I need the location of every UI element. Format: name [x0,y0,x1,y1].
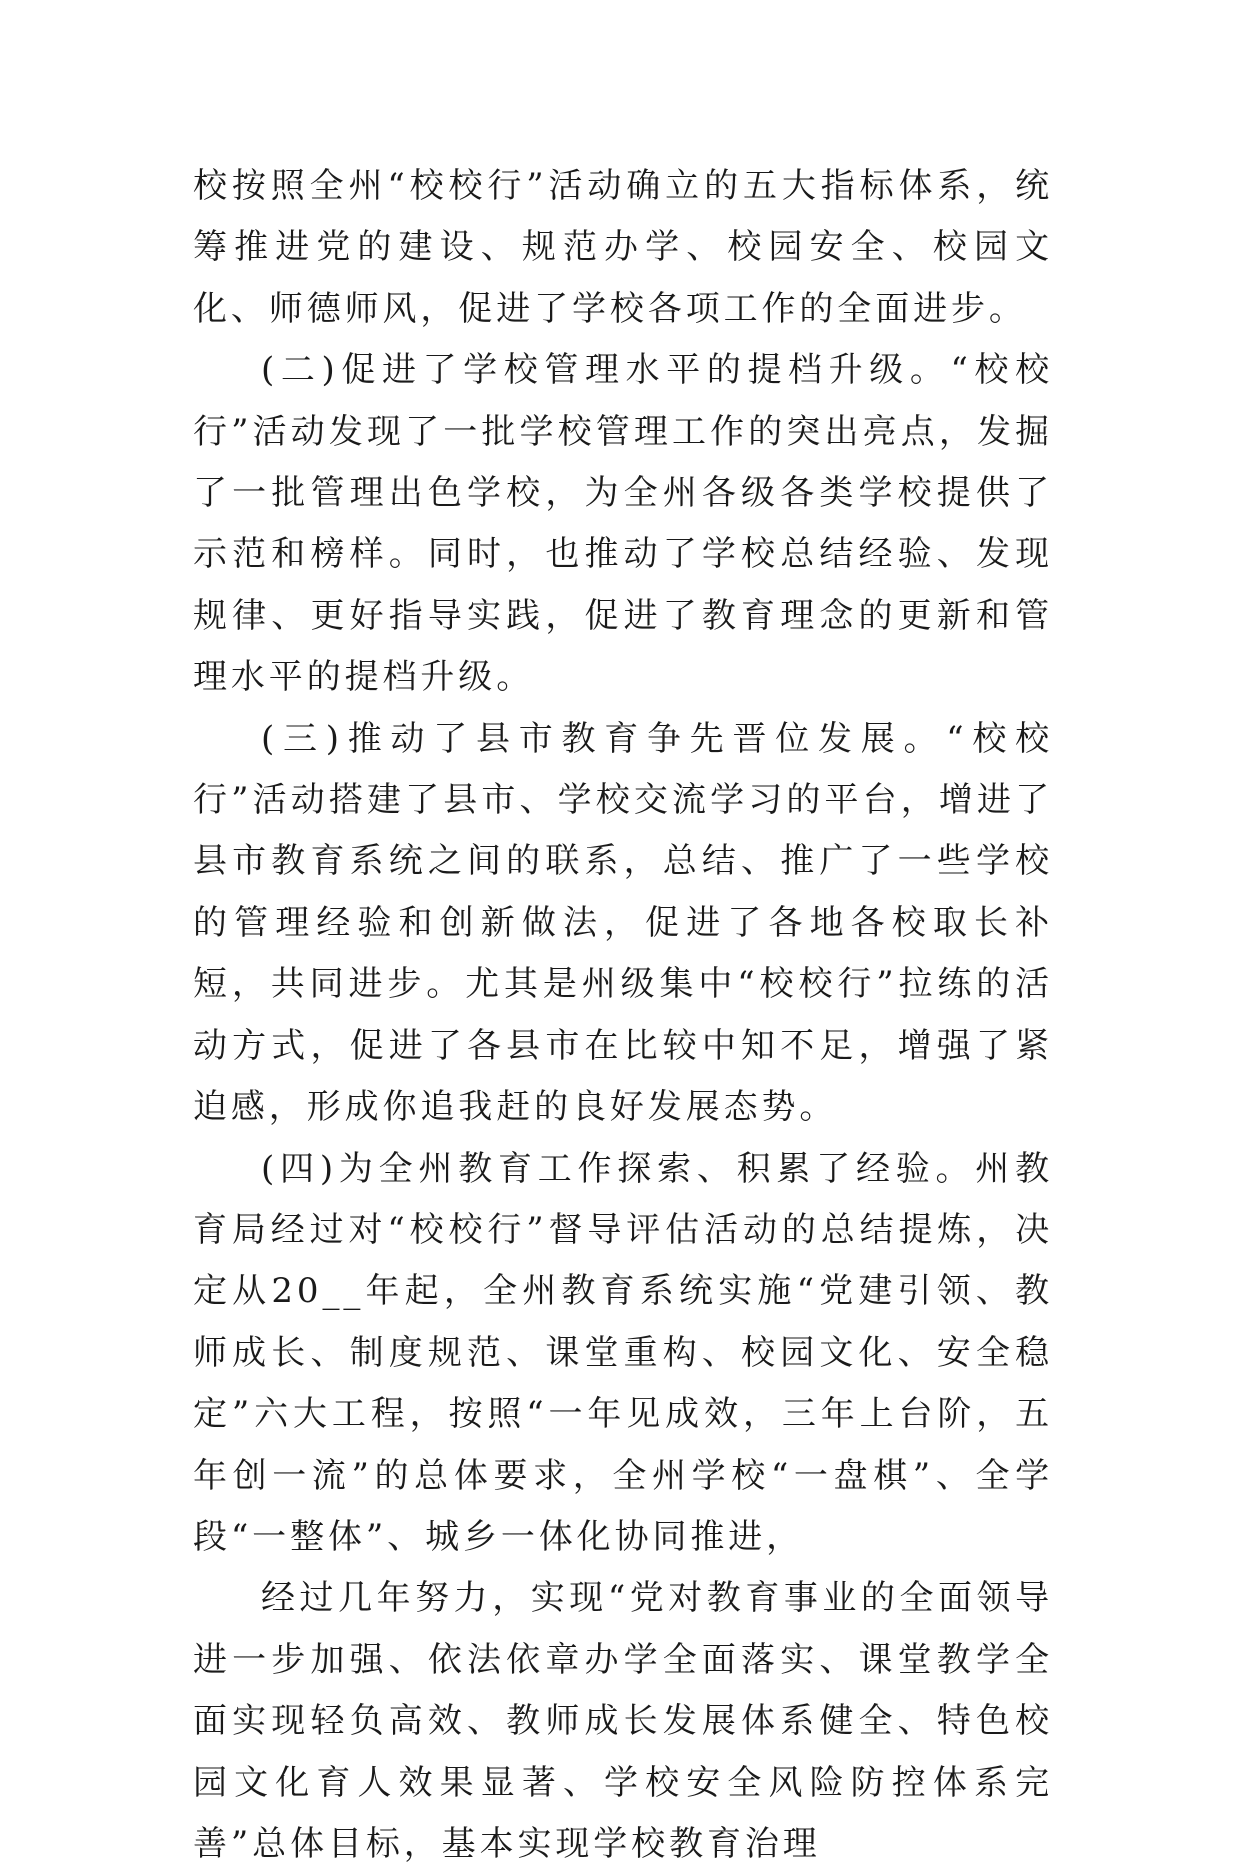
document-body [193,156,1053,1875]
paragraph-section-three: (三)推动了县市教育争先晋位发展。“校校行”活动搭建了县市、学校交流学习的平台，增进了县市教育系统之间的联系，总结、推广了一些学校的管理经验和创新做法，促进了各地各校取长补短，共同进步。尤其是州级集中“校校行”拉练的活动方式，促进了各县市在比较中知不足，增强了紧迫感，形成你追我赶的良好发展态势。 [193,718,1053,1128]
paragraph-intro-continuation: 校按照全州“校校行”活动确立的五大指标体系，统筹推进党的建设、规范办学、校园安全、校园文化、师德师风，促进了学校各项工作的全面进步。 [193,166,1053,329]
paragraph-section-two: (二)促进了学校管理水平的提档升级。“校校行”活动发现了一批学校管理工作的突出亮点，发掘了一批管理出色学校，为全州各级各类学校提供了示范和榜样。同时，也推动了学校总结经验、发现规律、更好指导实践，促进了教育理念的更新和管理水平的提档升级。 [193,350,1053,698]
paragraph-section-four: (四)为全州教育工作探索、积累了经验。州教育局经过对“校校行”督导评估活动的总结提炼，决定从20__年起，全州教育系统实施“党建引领、教师成长、制度规范、课堂重构、校园文化、安全稳定”六大工程，按照“一年见成效，三年上台阶，五年创一流”的总体要求，全州学校“一盘棋”、全学段“一整体”、城乡一体化协同推进， [193,1148,1053,1557]
paragraph-goals: 经过几年努力，实现“党对教育事业的全面领导进一步加强、依法依章办学全面落实、课堂教学全面实现轻负高效、教师成长发展体系健全、特色校园文化育人效果显著、学校安全风险防控体系完善”总体目标，基本实现学校教育治理 [193,1578,1053,1864]
